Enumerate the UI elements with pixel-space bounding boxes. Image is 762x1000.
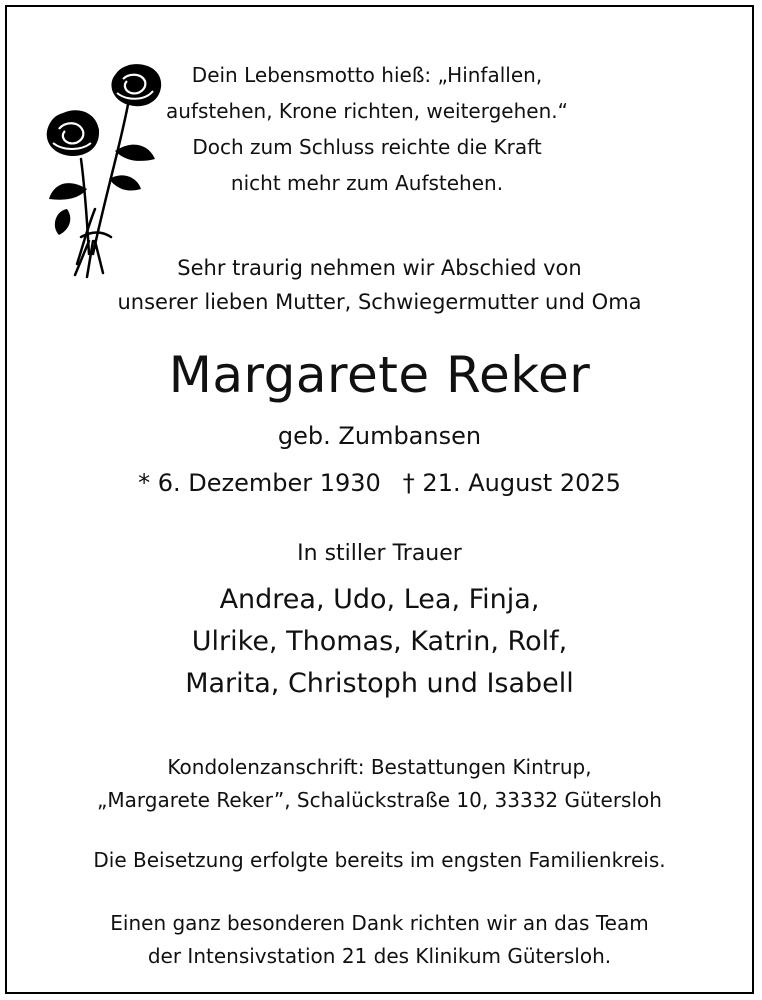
mourners-line: Marita, Christoph und Isabell bbox=[185, 668, 574, 699]
mourners-list bbox=[7, 579, 752, 705]
intro-line: unserer lieben Mutter, Schwiegermutter und Oma bbox=[117, 290, 642, 314]
mourners-line: Andrea, Udo, Lea, Finja, bbox=[219, 584, 540, 615]
thanks-line: Einen ganz besonderen Dank richten wir an das Team bbox=[110, 911, 649, 935]
farewell-intro bbox=[7, 251, 752, 319]
death-date: † 21. August 2025 bbox=[402, 469, 621, 497]
motto-line: nicht mehr zum Aufstehen. bbox=[230, 171, 504, 195]
life-dates bbox=[7, 468, 752, 498]
motto-line: aufstehen, Krone richten, weitergehen.“ bbox=[166, 99, 568, 123]
mourners-intro: In stiller Trauer bbox=[297, 541, 462, 566]
maiden-name: geb. Zumbansen bbox=[277, 422, 482, 450]
deceased-name: Margarete Reker bbox=[168, 346, 591, 404]
mourners-line: Ulrike, Thomas, Katrin, Rolf, bbox=[191, 626, 568, 657]
life-motto bbox=[117, 57, 617, 201]
condolence-address bbox=[7, 751, 752, 817]
intro-line: Sehr traurig nehmen wir Abschied von bbox=[177, 256, 582, 280]
thanks-line: der Intensivstation 21 des Klinikum Gütersloh. bbox=[147, 944, 612, 968]
birth-date: * 6. Dezember 1930 bbox=[138, 469, 381, 497]
obituary-notice bbox=[5, 5, 754, 994]
thanks-note bbox=[7, 907, 752, 973]
condolence-line: „Margarete Reker”, Schalückstraße 10, 33332 Gütersloh bbox=[97, 788, 662, 812]
condolence-line: Kondolenzanschrift: Bestattungen Kintrup, bbox=[167, 755, 592, 779]
motto-line: Dein Lebensmotto hieß: „Hinfallen, bbox=[191, 63, 543, 87]
burial-note: Die Beisetzung erfolgte bereits im engsten Familienkreis. bbox=[93, 848, 666, 872]
motto-line: Doch zum Schluss reichte die Kraft bbox=[192, 135, 542, 159]
